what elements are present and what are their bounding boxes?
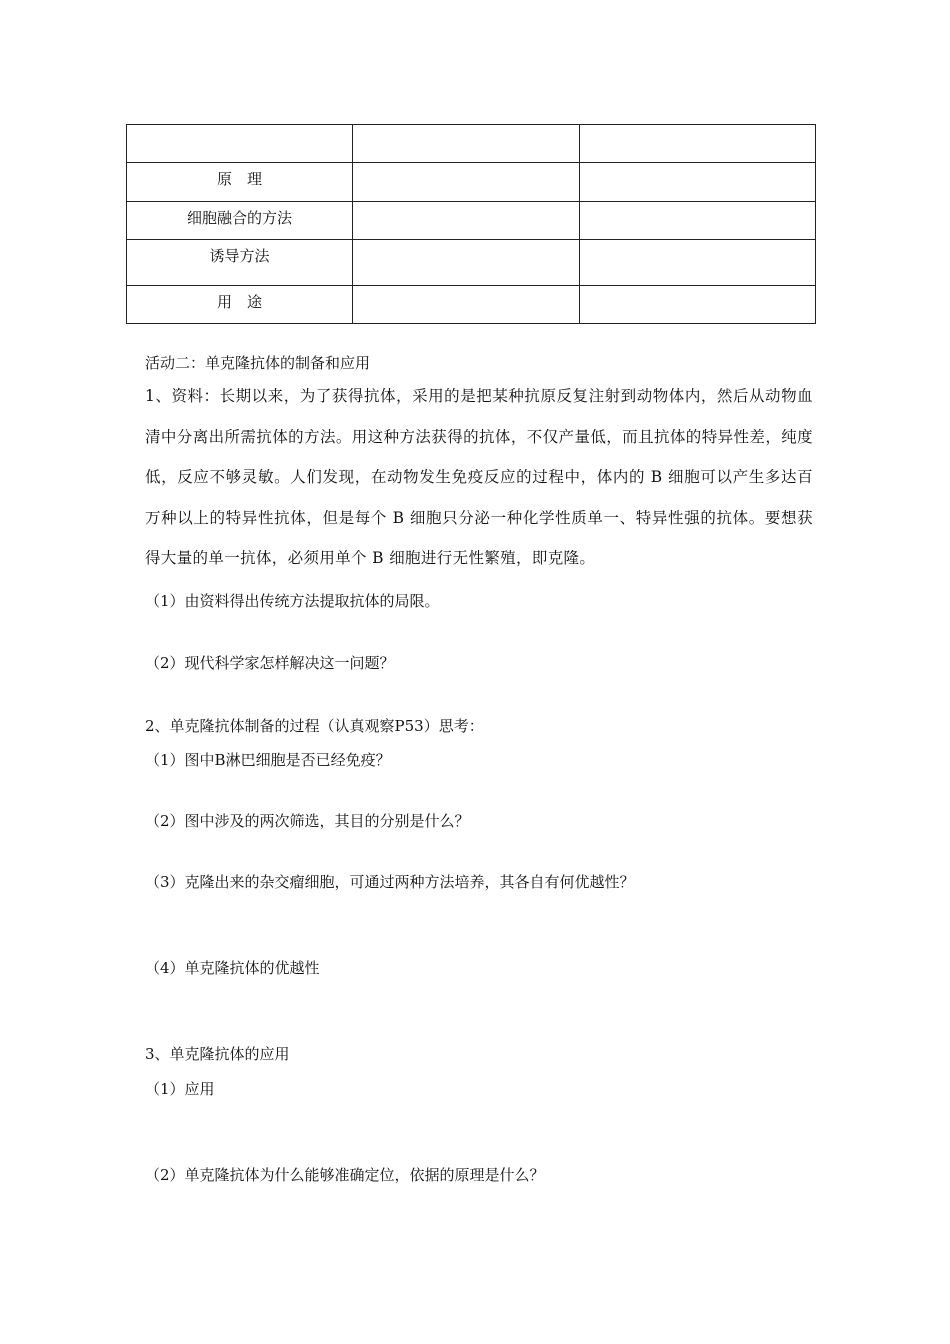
section-3-title: 3、单克隆抗体的应用 xyxy=(145,1045,290,1063)
table-cell[interactable] xyxy=(353,240,580,286)
row-label-use: 用 途 xyxy=(127,286,353,324)
table-row xyxy=(127,202,816,240)
table-cell[interactable] xyxy=(580,240,816,286)
table-cell[interactable] xyxy=(353,202,580,240)
question-2-4: （4）单克隆抗体的优越性 xyxy=(145,959,320,977)
question-3-2: （2）单克隆抗体为什么能够准确定位，依据的原理是什么？ xyxy=(145,1166,545,1184)
material-paragraph: 1、资料：长期以来，为了获得抗体，采用的是把某种抗原反复注射到动物体内，然后从动物血清中分离出所需抗体的方法。用这种方法获得的抗体，不仅产量低，而且抗体的特异性差，纯度低，反应不够灵敏。人们发现，在动物发生免疫反应的过程中，体内的 B 细胞可以产生多达百万种以上的特异性抗体，但是每个 B 细胞只分泌一种化学性质单一、特异性强的抗体。要想获得大量的单一抗体，必须用单个 B 细胞进行无性繁殖，即克隆。 xyxy=(145,387,813,568)
question-2-3: （3）克隆出来的杂交瘤细胞，可通过两种方法培养，其各自有何优越性？ xyxy=(145,873,635,891)
question-1-1: （1）由资料得出传统方法提取抗体的局限。 xyxy=(145,592,440,610)
table-cell[interactable] xyxy=(353,163,580,202)
question-2-1: （1）图中B淋巴细胞是否已经免疫？ xyxy=(145,751,391,769)
table-row xyxy=(127,286,816,324)
activity-title: 活动二：单克隆抗体的制备和应用 xyxy=(145,354,371,372)
table-cell[interactable] xyxy=(353,286,580,324)
table-header-row xyxy=(127,125,816,163)
table-header-cell[interactable] xyxy=(353,125,580,163)
row-label-fusion-method: 细胞融合的方法 xyxy=(127,202,353,240)
table-cell[interactable] xyxy=(580,286,816,324)
section-2-title: 2、单克隆抗体制备的过程（认真观察P53）思考： xyxy=(145,717,484,735)
table-cell[interactable] xyxy=(580,202,816,240)
row-label-induction-method: 诱导方法 xyxy=(127,240,353,286)
table-header-cell[interactable] xyxy=(127,125,353,163)
question-2-2: （2）图中涉及的两次筛选，其目的分别是什么？ xyxy=(145,812,470,830)
table-row xyxy=(127,240,816,286)
table-header-cell[interactable] xyxy=(580,125,816,163)
table-row xyxy=(127,163,816,202)
comparison-table xyxy=(126,124,816,324)
row-label-principle: 原 理 xyxy=(127,163,353,202)
question-1-2: （2）现代科学家怎样解决这一问题？ xyxy=(145,654,395,672)
question-3-1: （1）应用 xyxy=(145,1080,215,1098)
table-cell[interactable] xyxy=(580,163,816,202)
